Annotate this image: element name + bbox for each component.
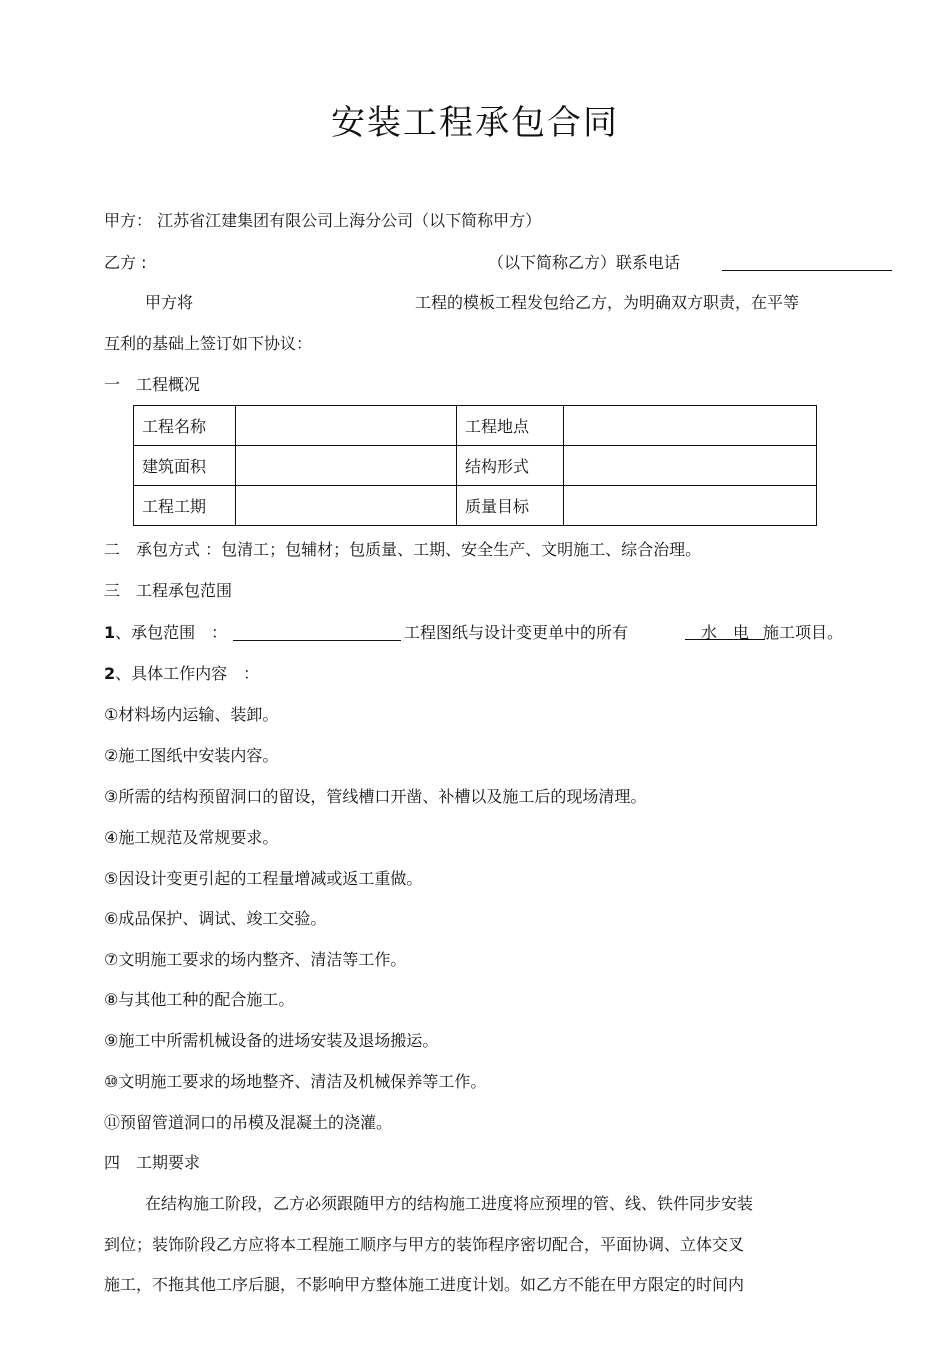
section-4-paragraph-line: 在结构施工阶段，乙方必须跟随甲方的结构施工进度将应预埋的管、线、铁件同步安装 <box>145 1194 754 1213</box>
table-key: 工程工期 <box>134 486 236 526</box>
scope-work-type <box>685 622 765 644</box>
list-item: ③所需的结构预留洞口的留设，管线槽口开凿、补槽以及施工后的现场清理。 <box>104 787 647 806</box>
table-row <box>134 406 817 446</box>
list-item: ⑨施工中所需机械设备的进场安装及退场搬运。 <box>104 1031 439 1050</box>
table-value <box>236 446 457 486</box>
intro-line1-end: 工程的模板工程发包给乙方，为明确双方职责，在平等 <box>415 293 800 312</box>
table-key: 质量目标 <box>457 486 564 526</box>
scope-blank <box>233 624 401 647</box>
list-item: ⑦文明施工要求的场内整齐、清洁等工作。 <box>104 950 407 969</box>
scope-line <box>104 622 227 644</box>
table-value <box>564 406 817 446</box>
list-item: ⑤因设计变更引起的工程量增减或返工重做。 <box>104 869 423 888</box>
table-value <box>236 486 457 526</box>
scope-label: 、承包范围 ： <box>115 623 228 642</box>
table-key: 工程名称 <box>134 406 236 446</box>
section-2-line: 二 承包方式 ：包清工；包辅材；包质量、工期、安全生产、文明施工、综合治理。 <box>104 540 702 559</box>
list-item: ④施工规范及常规要求。 <box>104 828 279 847</box>
list-item: ①材料场内运输、装卸。 <box>104 705 279 724</box>
table-key: 建筑面积 <box>134 446 236 486</box>
table-row <box>134 486 817 526</box>
table-value <box>236 406 457 446</box>
table-key: 结构形式 <box>457 446 564 486</box>
content-number: 2 <box>104 664 116 683</box>
section-1-heading: 一 工程概况 <box>104 375 201 394</box>
list-item: ⑧与其他工种的配合施工。 <box>104 990 295 1009</box>
scope-end: 施工项目。 <box>763 623 844 642</box>
list-item: ⑪预留管道洞口的吊模及混凝土的浇灌。 <box>104 1113 393 1132</box>
scope-middle: 工程图纸与设计变更单中的所有 <box>404 623 629 642</box>
section-3-heading: 三 工程承包范围 <box>104 581 233 600</box>
list-item: ⑥成品保护、调试、竣工交验。 <box>104 909 327 928</box>
document-title: 安装工程承包合同 <box>331 103 619 143</box>
intro-line1-start: 甲方将 <box>145 293 194 312</box>
section-4-paragraph-line: 到位；装饰阶段乙方应将本工程施工顺序与甲方的装饰程序密切配合，平面协调、立体交叉 <box>104 1235 745 1254</box>
section-4-heading: 四 工期要求 <box>104 1153 201 1172</box>
table-row <box>134 446 817 486</box>
content-line <box>104 663 259 685</box>
list-item: ②施工图纸中安装内容。 <box>104 746 279 765</box>
table-value <box>564 486 817 526</box>
project-info-table <box>133 405 817 526</box>
section-4-paragraph-line: 施工，不拖其他工序后腿，不影响甲方整体施工进度计划。如乙方不能在甲方限定的时间内 <box>104 1275 745 1294</box>
content-label: 、具体工作内容 ： <box>115 664 260 683</box>
scope-number: 1 <box>104 623 116 642</box>
table-value <box>564 446 817 486</box>
intro-line2: 互利的基础上签订如下协议： <box>104 334 313 353</box>
list-item: ⑩文明施工要求的场地整齐、清洁及机械保养等工作。 <box>104 1072 487 1091</box>
party-b-suffix: （以下简称乙方）联系电话 <box>488 253 681 272</box>
party-b-label: 乙方 : <box>104 253 147 272</box>
table-key: 工程地点 <box>457 406 564 446</box>
party-a-line: 甲方： 江苏省江建集团有限公司上海分公司（以下简称甲方） <box>104 211 542 230</box>
phone-blank <box>722 254 892 277</box>
scope-work-value: 水 电 <box>685 623 766 642</box>
